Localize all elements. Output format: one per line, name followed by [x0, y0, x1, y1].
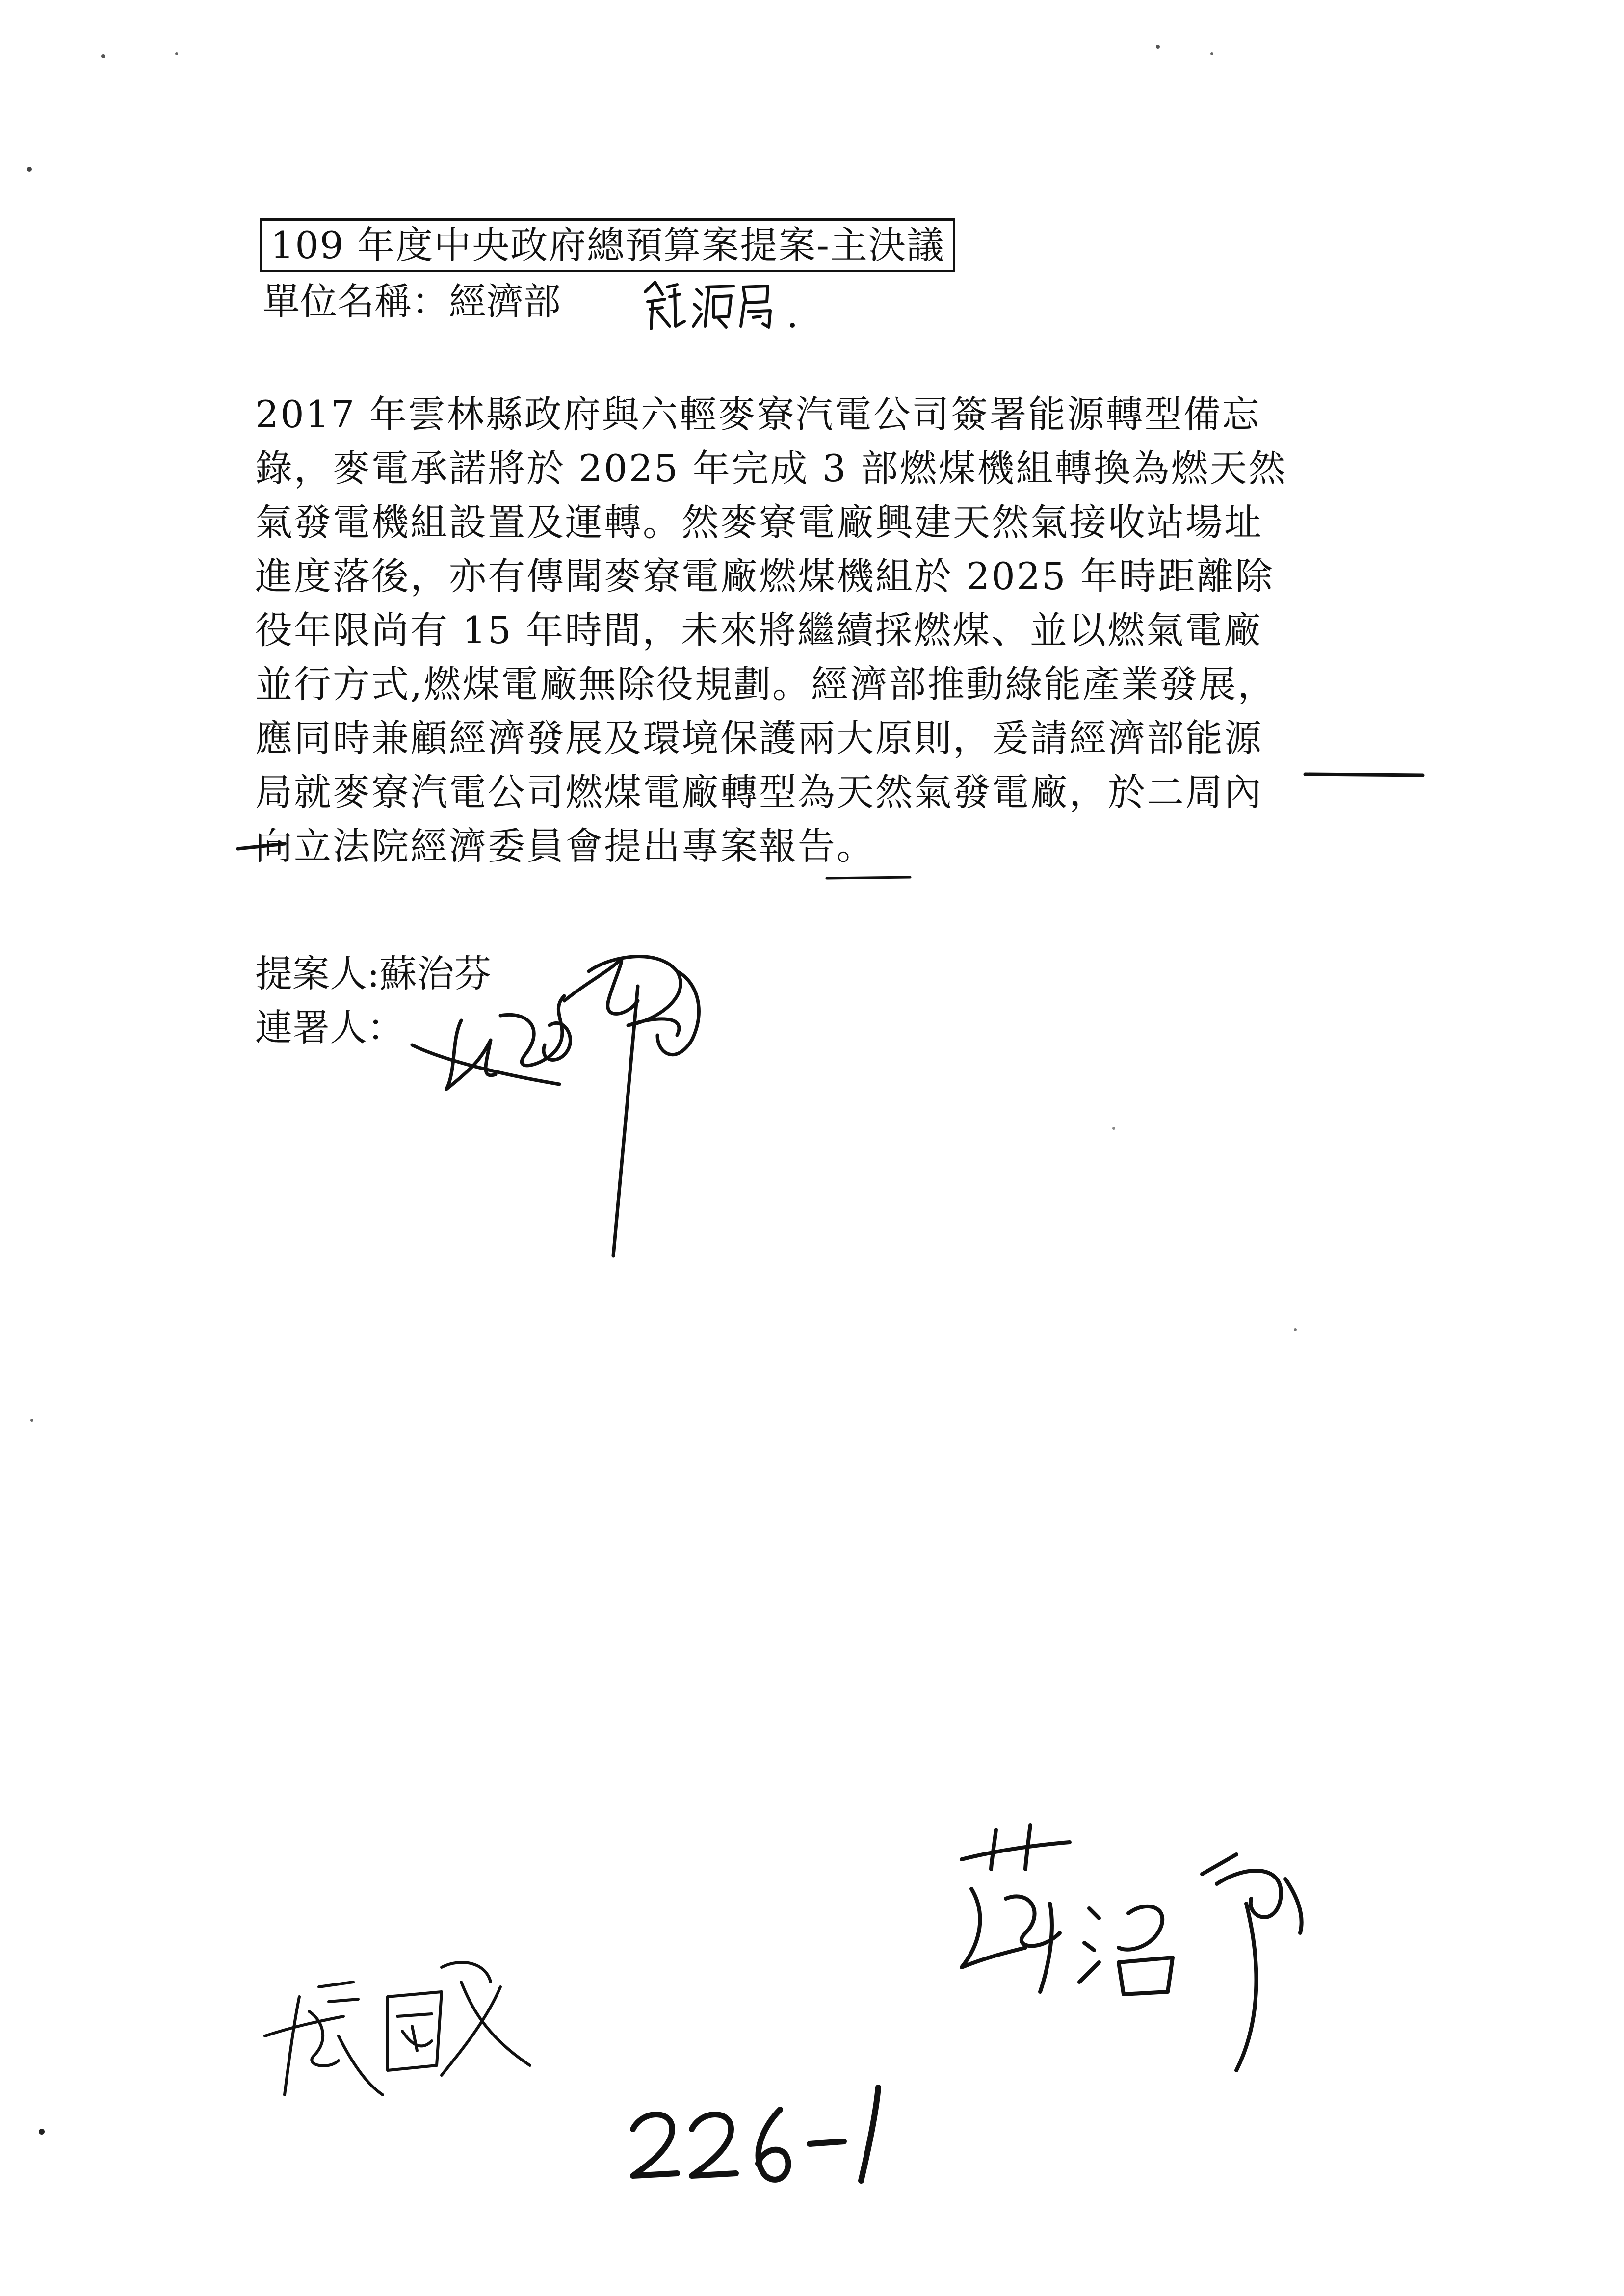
signature-cosigner-xue [255, 1938, 599, 2114]
page-number-handwritten [623, 2075, 898, 2188]
body-line: 局就麥寮汽電公司燃煤電廠轉型為天然氣發電廠，於二周內 [255, 770, 1263, 814]
handwritten-underline [231, 770, 1433, 859]
body-line: 2017 年雲林縣政府與六輕麥寮汽電公司簽署能源轉型備忘 [255, 392, 1261, 436]
body-line: 並行方式,燃煤電廠無除役規劃。經濟部推動綠能產業發展， [255, 662, 1277, 706]
cosigner-label: 連署人： [255, 1006, 404, 1049]
body-line: 進度落後，亦有傳聞麥寮電廠燃煤機組於 2025 年時距離除 [255, 554, 1274, 598]
handwritten-strike [824, 868, 913, 888]
signature-proposer [402, 942, 746, 1266]
body-line: 錄，麥電承諾將於 2025 年完成 3 部燃煤機組轉換為燃天然 [255, 446, 1287, 490]
proposer-label: 提案人:蘇治芬 [255, 952, 492, 995]
signature-cosigner-su [942, 1815, 1315, 2090]
body-line: 氣發電機組設置及運轉。然麥寮電廠興建天然氣接收站場址 [255, 500, 1263, 544]
handwritten-unit-annotation [640, 272, 807, 336]
body-line: 應同時兼顧經濟發展及環境保護兩大原則，爰請經濟部能源 [255, 716, 1263, 760]
body-line: 向立法院經濟委員會提出專案報告。 [255, 824, 875, 868]
document-title: 109 年度中央政府總預算案提案-主決議 [260, 218, 955, 272]
unit-name-label: 單位名稱：經濟部 [262, 280, 561, 323]
body-line: 役年限尚有 15 年時間，未來將繼續採燃煤、並以燃氣電廠 [255, 608, 1263, 652]
